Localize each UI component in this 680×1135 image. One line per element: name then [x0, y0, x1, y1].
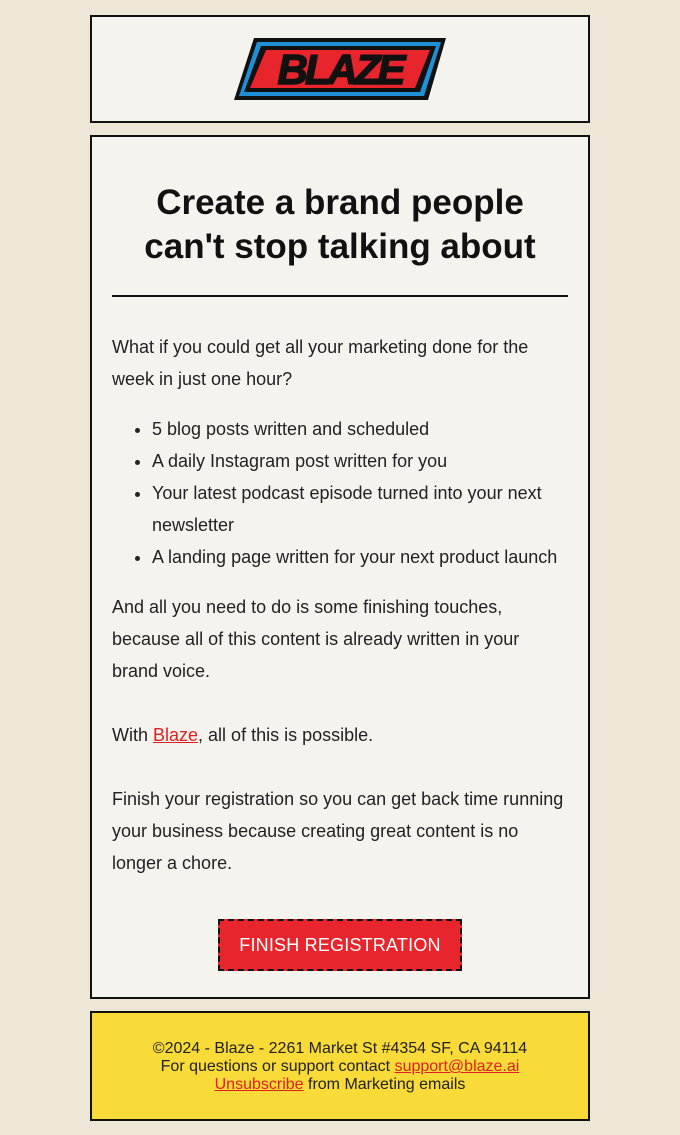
email-body — [90, 135, 590, 999]
contact-line — [92, 1058, 588, 1076]
finishing-touches-text: And all you need to do is some finishing touches, because all of this content is already written in your brand voice. — [112, 597, 520, 681]
finish-registration-text: Finish your registration so you can get back time running your business because creating great content is no longer a chore. — [112, 789, 564, 873]
email-container — [90, 0, 590, 1121]
cta-row — [112, 919, 568, 971]
unsubscribe-link[interactable]: Unsubscribe — [214, 1076, 304, 1093]
email-footer — [90, 1011, 590, 1121]
email-header — [90, 15, 590, 123]
finish-registration-button[interactable]: FINISH REGISTRATION — [218, 919, 462, 971]
with-suffix: , all of this is possible. — [198, 725, 374, 745]
with-prefix: With — [112, 725, 154, 745]
with-blaze-text — [112, 719, 568, 751]
blaze-logo[interactable] — [232, 36, 448, 102]
support-email-link[interactable]: support@blaze.ai — [394, 1058, 520, 1075]
unsubscribe-suffix: from Marketing emails — [303, 1076, 466, 1093]
list-item: • A daily Instagram post written for you — [152, 445, 568, 477]
list-item: • A landing page written for your next product launch — [152, 541, 568, 573]
divider — [112, 295, 568, 297]
copyright-text: ©2024 - Blaze - 2261 Market St #4354 SF, CA 94114 — [152, 1040, 528, 1057]
intro-text: What if you could get all your marketing done for the week in just one hour? — [112, 337, 529, 389]
headline: Create a brand people can't stop talking about — [144, 183, 536, 266]
list-item: • 5 blog posts written and scheduled — [152, 413, 568, 445]
unsubscribe-line — [92, 1076, 588, 1094]
logo-wordmark: BLAZE — [277, 46, 403, 93]
contact-prefix: For questions or support contact — [160, 1058, 395, 1075]
list-item: • Your latest podcast episode turned into your next newsletter — [152, 477, 568, 541]
blaze-link[interactable]: Blaze — [153, 725, 199, 745]
benefits-list — [112, 413, 568, 573]
